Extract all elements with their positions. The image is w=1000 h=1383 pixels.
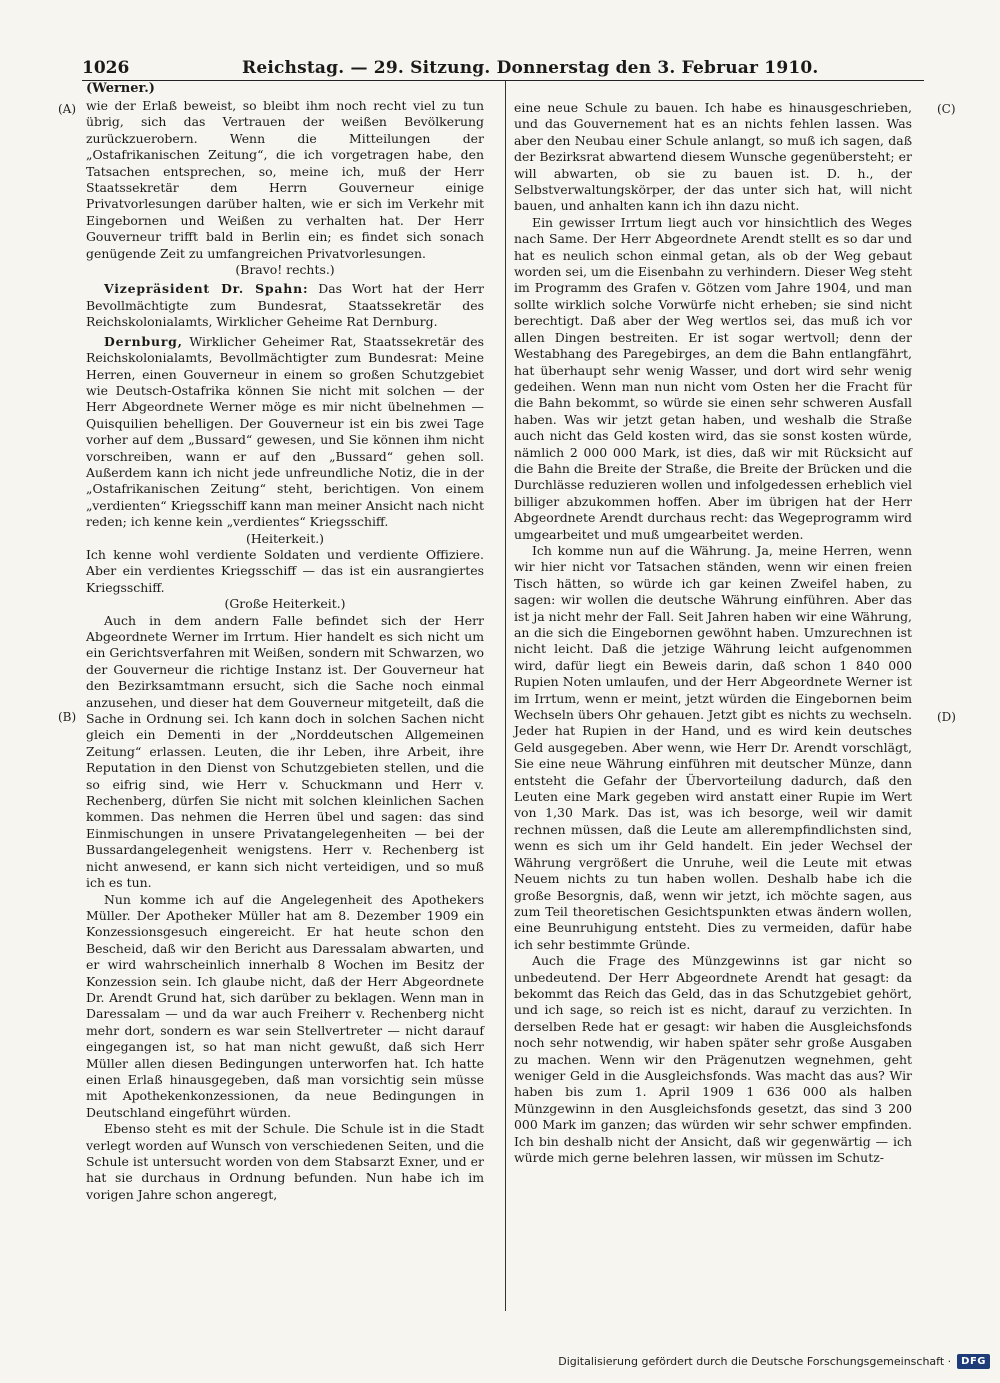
paragraph	[514, 215, 912, 543]
speech-paragraph	[86, 334, 484, 531]
margin-marker-d: (D)	[937, 710, 956, 724]
paragraph	[86, 1121, 484, 1203]
paragraph	[86, 98, 484, 262]
speaker-name: Dernburg,	[104, 333, 183, 349]
speech-paragraph	[86, 281, 484, 330]
right-column	[514, 100, 912, 1166]
margin-marker-a: (A)	[58, 102, 77, 116]
paragraph-text: Ebenso steht es mit der Schule. Die Schule ist in die Stadt verlegt worden auf Wunsch von verschiedenen Seiten, und die Schule ist untersucht worden von dem Stabsarzt Exner, und er hat sie durchaus in Ordnung befunden. Nun habe ich im vorigen Jahre schon angeregt,	[86, 1121, 484, 1202]
dfg-logo: DFG	[957, 1354, 990, 1369]
paragraph	[514, 100, 912, 215]
speaker-tag: (Werner.)	[86, 81, 155, 96]
paragraph-text: eine neue Schule zu bauen. Ich habe es hinausgeschrieben, und das Gouvernement hat es an nichts fehlen lassen. Was aber den Neubau einer Schule anlangt, so muß ich sagen, daß der Bezirksrat abwartend diesem Wunsche gegenübersteht; er will abwarten, ob sie zu bauen ist. D. h., der Selbstverwaltungskörper, der das unter sich hat, will nicht bauen, und anhalten kann ich ihn dazu nicht.	[514, 100, 912, 214]
paragraph-text: Nun komme ich auf die Angelegenheit des Apothekers Müller. Der Apotheker Müller hat am 8. Dezember 1909 ein Konzessionsgesuch eingereicht. Er hat heute schon den Bescheid, daß wir den Bericht aus Daressalam abwarten, und er wird wahrscheinlich innerhalb 8 Wochen im Besitz der Konzession sein. Ich glaube nicht, daß der Herr Abgeordnete Dr. Arendt Grund hat, sich darüber zu beklagen. Wenn man in Daressalam — und da war auch Freiherr v. Rechenberg nicht mehr dort, sondern es war sein Stellvertreter — nicht darauf eingegangen ist, so hat man nicht gewußt, daß sich Herr Müller allen diesen Bedingungen unterworfen hat. Ich hatte einen Erlaß hinausgegeben, daß man vorsichtig sein müsse mit Apothekenkonzessionen, da neue Bedingungen in Deutschland eingeführt würden.	[86, 891, 484, 1120]
reaction-note	[86, 531, 484, 547]
paragraph	[86, 613, 484, 892]
reaction-note	[86, 596, 484, 612]
margin-marker-c: (C)	[937, 102, 956, 116]
paragraph-text: Ich kenne wohl verdiente Soldaten und verdiente Offiziere. Aber ein verdientes Kriegsschiff — das ist ein ausrangiertes Kriegsschiff.	[86, 546, 484, 595]
paragraph	[86, 547, 484, 596]
paragraph-text: Ich komme nun auf die Währung. Ja, meine Herren, wenn wir hier nicht vor Tatsachen ständen, wenn wir einen freien Tisch hätten, so würde ich gar keinen Zweifel haben, zu sagen: wir wollen die deutsche Währung einführen. Aber das ist ja nicht mehr der Fall. Seit Jahren haben wir eine Währung, an die sich die Eingebornen gewöhnt haben. Umzurechnen ist nicht leicht. Daß die jetzige Währung leicht aufgenommen wird, dafür liegt ein Beweis darin, daß schon 1 840 000 Rupien Noten umlaufen, und der Herr Abgeordnete Werner ist im Irrtum, wenn er meint, jetzt würden die Eingebornen beim Wechseln übers Ohr gehauen. Jetzt gibt es nichts zu wechseln. Jeder hat Rupien in der Hand, und es wird kein deutsches Geld ausgegeben. Aber wenn, wie Herr Dr. Arendt vorschlägt, Sie eine neue Währung einführen mit deutscher Münze, dann entsteht die Gefahr der Übervorteilung dadurch, daß den Leuten eine Mark gegeben wird anstatt einer Rupie im Wert von 1,30 Mark. Das ist, was ich besorge, weil wir damit rechnen müssen, daß die Leute am allerempfindlichsten sind, wenn es sich um ihr Geld handelt. Ein jeder Wechsel der Währung vergrößert die Unruhe, weil die Leute mit etwas Neuem nichts zu tun haben wollen. Deshalb habe ich die große Besorgnis, daß, wenn wir jetzt, ich möchte sagen, aus zum Teil theoretischen Gesichtspunkten etwas ändern wollen, eine Beunruhigung entsteht. Dies zu vermeiden, dafür habe ich sehr bestimmte Gründe.	[514, 542, 912, 952]
paragraph-text: Auch die Frage des Münzgewinns ist gar nicht so unbedeutend. Der Herr Abgeordnete Arendt hat gesagt: da bekommt das Reich das Geld, das in das Schutzgebiet gehört, und ich sage, so reich ist es nicht, darauf zu verzichten. In derselben Rede hat er gesagt: wir haben die Ausgleichsfonds noch sehr notwendig, wir haben später sehr große Ausgaben zu machen. Wenn wir den Prägenutzen wegnehmen, geht weniger Geld in die Ausgleichsfonds. Was macht das aus? Wir haben bis zum 1. April 1909 1 636 000 als halben Münzgewinn in den Ausgleichsfonds gesetzt, das sind 3 200 000 Mark im ganzen; das würden wir sehr schwer empfinden. Ich bin deshalb nicht der Ansicht, daß wir gegenwärtig — ich würde mich gerne belehren lassen, wir müssen im Schutz-	[514, 953, 912, 1165]
paragraph-text: wie der Erlaß beweist, so bleibt ihm noch recht viel zu tun übrig, sich das Vertrauen der weißen Bevölkerung zurückzuerobern. Wenn die Mitteilungen der „Ostafrikanischen Zeitung“, die ich vorgetragen habe, den Tatsachen entsprechen, so, meine ich, muß der Herr Staatssekretär dem Herrn Gouverneur einige Privatvorlesungen darüber halten, wie er sich im Verkehr mit Eingebornen und Weißen zu verhalten hat. Der Herr Gouverneur trifft bald in Berlin ein; es findet sich sonach genügende Zeit zu umfangreichen Privatvorlesungen.	[86, 98, 484, 261]
column-divider	[505, 81, 506, 1311]
margin-marker-b: (B)	[58, 710, 77, 724]
paragraph	[514, 953, 912, 1166]
page-footer	[558, 1354, 990, 1369]
footer-credit: Digitalisierung gefördert durch die Deutsche Forschungsgemeinschaft ·	[558, 1355, 952, 1368]
paragraph-text: (Heiterkeit.)	[245, 530, 325, 546]
page-title: Reichstag. — 29. Sitzung. Donnerstag den 3. Februar 1910.	[242, 58, 819, 78]
paragraph	[86, 892, 484, 1122]
paragraph-text: (Bravo! rechts.)	[235, 262, 335, 278]
page-number: 1026	[82, 58, 130, 78]
page-header	[82, 58, 924, 81]
reaction-note	[86, 262, 484, 278]
paragraph-text: Ein gewisser Irrtum liegt auch vor hinsichtlich des Weges nach Same. Der Herr Abgeordnete Arendt stellt es so dar und hat es neulich schon einmal getan, als ob der Weg gebaut worden sei, um die Eisenbahn zu verhindern. Dieser Weg steht im Programm des Grafen v. Götzen vom Jahre 1904, und man sollte wirklich solche Vorwürfe nicht erheben; sie sind nicht berechtigt. Daß aber der Weg wertlos sei, das muß ich vor allen Dingen bestreiten. Er ist sogar wertvoll; denn der Westabhang des Paregebirges, an dem die Bahn entlangfährt, hat überhaupt sehr wenig Wasser, und dort wird sehr wenig gedeihen. Wenn man nun nicht vom Osten her die Fracht für die Bahn bekommt, so würde sie einen sehr schweren Ausfall haben. Was wir jetzt getan haben, und weshalb die Straße auch nicht das Geld kosten wird, das sie sonst kosten würde, nämlich 2 000 000 Mark, ist dies, daß wir mit Rücksicht auf die Bahn die Breite der Straße, die Breite der Brücken und die Durchlässe reduzieren wollen und infolgedessen erheblich viel billiger abzukommen hoffen. Aber im übrigen hat der Herr Abgeordnete Arendt durchaus recht: das Wegeprogramm wird umgearbeitet und muß umgearbeitet werden.	[514, 214, 912, 542]
paragraph	[514, 543, 912, 953]
paragraph-text: Das Wort hat der Herr Bevollmächtigte zum Bundesrat, Staatssekretär des Reichskolonialamts, Wirklicher Geheime Rat Dernburg.	[86, 281, 484, 330]
paragraph-text: Auch in dem andern Falle befindet sich der Herr Abgeordnete Werner im Irrtum. Hier handelt es sich nicht um ein Gerichtsverfahren mit Weißen, sondern mit Schwarzen, wo der Gouverneur die richtige Instanz ist. Der Gouverneur hat den Bezirksamtmann ersucht, sich die Sache noch einmal anzusehen, und dieser hat dem Gouverneur mitgeteilt, daß die Sache in Ordnung sei. Ich kann doch in solchen Sachen nicht gleich ein Dementi in der „Norddeutschen Allgemeinen Zeitung“ erlassen. Leuten, die ihr Leben, ihre Arbeit, ihre Reputation in den Dienst von Schutzgebieten stellen, und die so eifrig sind, wie Herr v. Schuckmann und Herr v. Rechenberg, dürfen Sie nicht mit solchen kleinlichen Sachen kommen. Das nehmen die Herren übel und sagen: das sind Einmischungen in unsere Privatangelegenheiten — bei der Bussardangelegenheit wenigstens. Herr v. Rechenberg ist nicht anwesend, er kann sich nicht verteidigen, und so muß ich es tun.	[86, 612, 484, 891]
left-column	[86, 98, 484, 1203]
speaker-name: Vizepräsident Dr. Spahn:	[104, 281, 309, 297]
paragraph-text: (Große Heiterkeit.)	[224, 596, 346, 612]
paragraph-text: Wirklicher Geheimer Rat, Staatssekretär des Reichskolonialamts, Bevollmächtigter zum Bundesrat: Meine Herren, einen Gouverneur in einem so großen Schutzgebiet wie Deutsch-Ostafrika können Sie nicht mit solchen — der Herr Abgeordnete Werner möge es mir nicht übelnehmen — Quisquilien behelligen. Der Gouverneur ist ein bis zwei Tage vorher auf dem „Bussard“ gewesen, und Sie können ihm nicht vorschreiben, wann er auf den „Bussard“ gehen soll. Außerdem kann ich nicht jede unfreundliche Notiz, die in der „Ostafrikanischen Zeitung“ steht, berichtigen. Von einem „verdienten“ Kriegsschiff kann man meiner Ansicht nach nicht reden; ich kenne kein „verdientes“ Kriegsschiff.	[86, 333, 484, 530]
